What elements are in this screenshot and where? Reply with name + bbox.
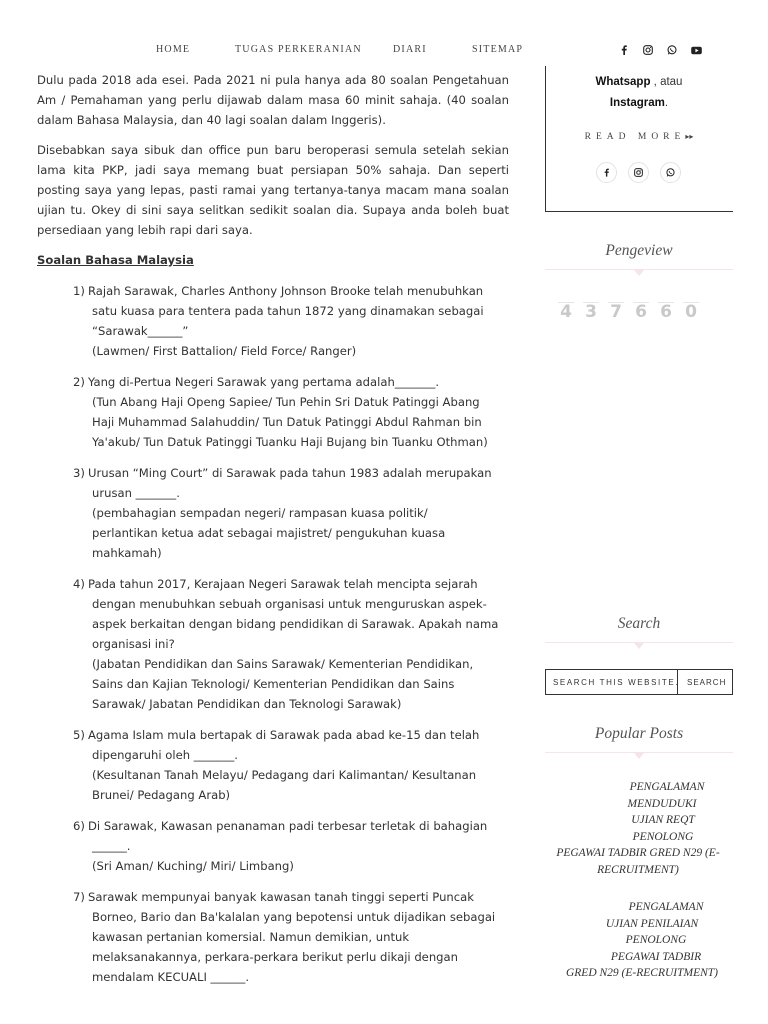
question-number: 1) bbox=[73, 284, 85, 298]
popular-post-link[interactable]: PENGALAMAN MENDUDUKI UJIAN REQT PENOLONG PEGAWAI TADBIR GRED N29 (E- RECRUITMENT) bbox=[556, 781, 720, 876]
divider-arrow-icon bbox=[634, 270, 644, 276]
instagram-icon[interactable] bbox=[628, 162, 649, 183]
question-item bbox=[37, 372, 509, 452]
question-line: ______. bbox=[92, 839, 131, 853]
question-line: Agama Islam mula bertapak di Sarawak pada abad ke-15 dan telah bbox=[88, 728, 480, 742]
question-line: (Tun Abang Haji Openg Sapiee/ Tun Pehin Sri Datuk Patinggi Abang bbox=[92, 395, 480, 409]
question-line: satu kuasa para tentera pada tahun 1872 yang dinamakan sebagai bbox=[92, 304, 484, 318]
counter-digit: 7 bbox=[608, 302, 624, 320]
article-paragraph: Disebabkan saya sibuk dan office pun baru beroperasi semula setelah sekian lama kita PKP, jadi saya memang buat persiapan 50% sahaja. Dan seperti posting saya yang lepas, pasti ramai yang tertanya-tanya macam mana soalan ujian tu. Okey di sini saya selitkan sedikit soalan dia. Supaya anda boleh buat persediaan yang lebih rapi dari saya. bbox=[37, 143, 509, 237]
question-line: mahkamah) bbox=[92, 546, 162, 560]
divider-arrow-icon bbox=[634, 643, 644, 649]
question-line: Pada tahun 2017, Kerajaan Negeri Sarawak telah mencipta sejarah bbox=[88, 577, 478, 591]
whatsapp-icon[interactable] bbox=[660, 162, 681, 183]
question-line: organisasi ini? bbox=[92, 637, 175, 651]
question-line: aspek berkaitan dengan bidang pendidikan di Sarawak. Apakah nama bbox=[92, 617, 499, 631]
question-line: Rajah Sarawak, Charles Anthony Johnson Brooke telah menubuhkan bbox=[88, 284, 484, 298]
question-line: “Sarawak______” bbox=[92, 324, 189, 338]
question-line: dipengaruhi oleh _______. bbox=[92, 748, 238, 762]
popular-posts-title: Popular Posts bbox=[594, 725, 684, 742]
whatsapp-label: Whatsapp bbox=[595, 76, 651, 88]
read-more-link[interactable]: READ MORE▸▸ bbox=[584, 132, 694, 142]
question-line: Haji Muhammad Salahuddin/ Tun Datuk Patinggi Abdul Rahman bin bbox=[92, 415, 482, 429]
question-item bbox=[37, 816, 509, 876]
article-body bbox=[37, 70, 509, 998]
search-button[interactable]: SEARCH bbox=[677, 669, 733, 695]
question-line: kawasan pertanian komersial. Namun demikian, untuk bbox=[92, 930, 410, 944]
question-line: mendalam KECUALI ______. bbox=[92, 970, 250, 984]
question-line: urusan _______. bbox=[92, 486, 180, 500]
question-line: Brunei/ Pedagang Arab) bbox=[92, 788, 231, 802]
header-social-links bbox=[612, 44, 708, 56]
question-line: (Jabatan Pendidikan dan Sains Sarawak/ Kementerian Pendidikan, bbox=[92, 657, 474, 671]
question-number: 5) bbox=[73, 728, 85, 742]
nav-diari[interactable]: DIARI bbox=[393, 44, 427, 55]
question-line: Urusan “Ming Court” di Sarawak pada tahun 1983 adalah merupakan bbox=[88, 466, 492, 480]
counter-digit: 6 bbox=[658, 302, 674, 320]
search-title: Search bbox=[617, 615, 661, 632]
question-list bbox=[37, 281, 509, 987]
question-line: Sarawak/ Jabatan Pendidikan dan Teknologi Sarawak) bbox=[92, 697, 402, 711]
sidebar-social-links bbox=[596, 162, 681, 183]
youtube-icon[interactable] bbox=[684, 44, 708, 56]
question-item bbox=[37, 463, 509, 563]
whatsapp-icon[interactable] bbox=[660, 44, 684, 56]
counter-digit: 4 bbox=[558, 302, 574, 320]
nav-home[interactable]: HOME bbox=[156, 44, 191, 55]
question-number: 7) bbox=[73, 890, 85, 904]
question-line: Di Sarawak, Kawasan penanaman padi terbesar terletak di bahagian bbox=[88, 819, 488, 833]
question-line: (Kesultanan Tanah Melayu/ Pedagang dari Kalimantan/ Kesultanan bbox=[92, 768, 477, 782]
question-line: perlantikan ketua adat sebagai majistret/ pengukuhan kuasa bbox=[92, 526, 446, 540]
facebook-icon[interactable] bbox=[596, 162, 617, 183]
counter-digit: 0 bbox=[683, 302, 699, 320]
question-line: dengan menubuhkan sebuah organisasi untuk menguruskan aspek- bbox=[92, 597, 487, 611]
pageview-counter bbox=[558, 302, 699, 320]
question-item bbox=[37, 725, 509, 805]
instagram-label: Instagram bbox=[609, 97, 665, 109]
popular-post-link[interactable]: PENGALAMAN UJIAN PENILAIAN PENOLONG PEGAWAI TADBIR GRED N29 (E-RECRUITMENT) bbox=[565, 901, 719, 979]
question-line: Yang di-Pertua Negeri Sarawak yang pertama adalah_______. bbox=[88, 375, 440, 389]
question-line: (Lawmen/ First Battalion/ Field Force/ Ranger) bbox=[92, 344, 357, 358]
question-line: Sains dan Kajian Teknologi/ Kementerian Pendidikan dan Sains bbox=[92, 677, 455, 691]
contact-text: Whatsapp , atau Instagram. bbox=[595, 76, 683, 109]
facebook-icon[interactable] bbox=[612, 44, 636, 56]
pageview-title: Pengeview bbox=[605, 242, 673, 259]
divider-arrow-icon bbox=[634, 753, 644, 759]
question-line: melaksanakannya, perkara-perkara berikut perlu dikaji dengan bbox=[92, 950, 458, 964]
question-item bbox=[37, 281, 509, 361]
question-number: 2) bbox=[73, 375, 85, 389]
top-navigation bbox=[0, 0, 768, 66]
question-number: 4) bbox=[73, 577, 85, 591]
question-line: (pembahagian sempadan negeri/ rampasan kuasa politik/ bbox=[92, 506, 428, 520]
nav-sitemap[interactable]: SITEMAP bbox=[472, 44, 524, 55]
section-heading: Soalan Bahasa Malaysia bbox=[37, 253, 194, 267]
question-number: 3) bbox=[73, 466, 85, 480]
question-line: Ya'akub/ Tun Datuk Patinggi Tuanku Haji Bujang bin Tuanku Othman) bbox=[92, 435, 488, 449]
search-input[interactable] bbox=[545, 669, 677, 695]
question-number: 6) bbox=[73, 819, 85, 833]
question-line: Sarawak mempunyai banyak kawasan tanah tinggi seperti Puncak bbox=[88, 890, 474, 904]
nav-tugas-perkeranian[interactable]: TUGAS PERKERANIAN bbox=[235, 44, 362, 55]
question-line: Borneo, Bario dan Ba'kalalan yang bepotensi untuk dijadikan sebagai bbox=[92, 910, 496, 924]
search-form bbox=[545, 669, 733, 695]
question-item bbox=[37, 574, 509, 714]
arrow-right-icon: ▸▸ bbox=[685, 132, 694, 141]
article-paragraph: Dulu pada 2018 ada esei. Pada 2021 ni pula hanya ada 80 soalan Pengetahuan Am / Pemahaman yang perlu dijawab dalam masa 60 minit sahaja. (40 soalan dalam Bahasa Malaysia, dan 40 lagi soalan dalam Inggeris). bbox=[37, 73, 509, 127]
counter-digit: 3 bbox=[583, 302, 599, 320]
instagram-icon[interactable] bbox=[636, 44, 660, 56]
counter-digit: 6 bbox=[633, 302, 649, 320]
question-line: (Sri Aman/ Kuching/ Miri/ Limbang) bbox=[92, 859, 294, 873]
question-item bbox=[37, 887, 509, 987]
